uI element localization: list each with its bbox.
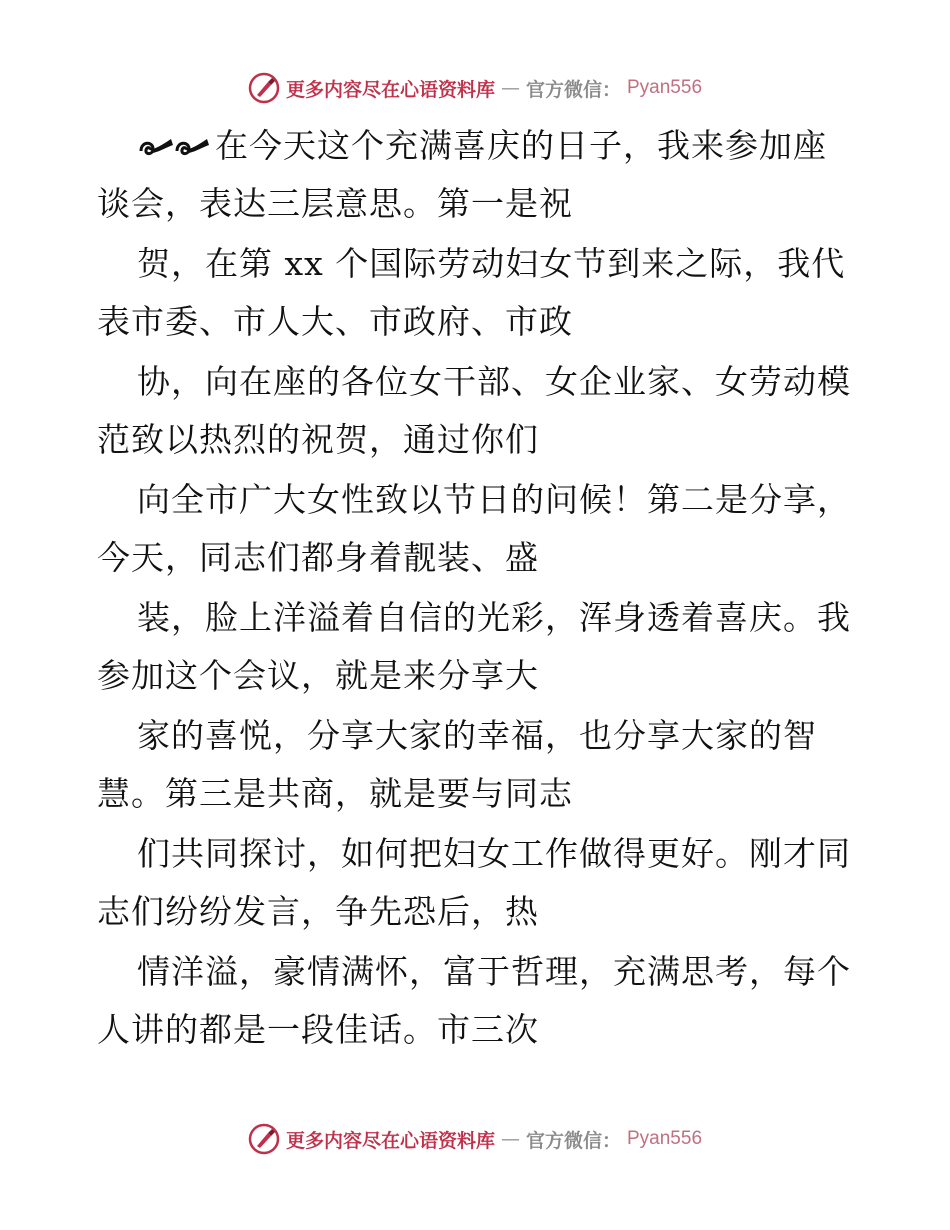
body-line-8: 今天，同志们都身着靓装、盛 — [97, 538, 539, 577]
pen-logo-icon — [248, 1123, 280, 1155]
body-line-11: 家的喜悦，分享大家的幸福，也分享大家的智 — [137, 716, 817, 755]
watermark-text: 更多内容尽在心语资料库 — [285, 78, 495, 101]
footer-watermark — [0, 1123, 950, 1155]
body-line-5: 协，向在座的各位女干部、女企业家、女劳动模 — [137, 362, 851, 401]
body-line-15: 情洋溢，豪情满怀，富于哲理，充满思考，每个 — [137, 952, 851, 991]
watermark-text: 更多内容尽在心语资料库 — [285, 1129, 495, 1152]
body-line-16: 人讲的都是一段佳话。市三次 — [97, 1010, 539, 1049]
body-line-2: 谈会，表达三层意思。第一是祝 — [97, 184, 573, 223]
body-line-1 — [137, 126, 827, 166]
watermark-dash: — — [500, 1128, 520, 1150]
watermark-official-label: 官方微信： — [525, 1129, 621, 1152]
body-line-9: 装，脸上洋溢着自信的光彩，浑身透着喜庆。我 — [137, 598, 851, 637]
watermark-dash: — — [500, 77, 520, 99]
body-line-12: 慧。第三是共商，就是要与同志 — [97, 774, 573, 813]
body-line-7: 向全市广大女性致以节日的问候！第二是分享， — [137, 480, 851, 519]
body-line-4: 表市委、市人大、市政府、市政 — [97, 302, 573, 341]
header-watermark — [0, 72, 950, 104]
body-line-13: 们共同探讨，如何把妇女工作做得更好。刚才同 — [137, 834, 851, 873]
body-line-6: 范致以热烈的祝贺，通过你们 — [97, 420, 539, 459]
pen-logo-icon — [248, 72, 280, 104]
body-line-3: 贺，在第 xx 个国际劳动妇女节到来之际，我代 — [137, 244, 846, 283]
body-line-14: 志们纷纷发言，争先恐后，热 — [97, 892, 539, 931]
body-line-10: 参加这个会议，就是来分享大 — [97, 656, 539, 695]
body-line-text: 在今天这个充满喜庆的日子，我来参加座 — [215, 126, 827, 165]
watermark-official-label: 官方微信： — [525, 78, 621, 101]
watermark-wechat-id: Pyan556 — [627, 1128, 703, 1149]
swirl-ornament-icon — [137, 133, 217, 163]
watermark-wechat-id: Pyan556 — [627, 77, 703, 98]
